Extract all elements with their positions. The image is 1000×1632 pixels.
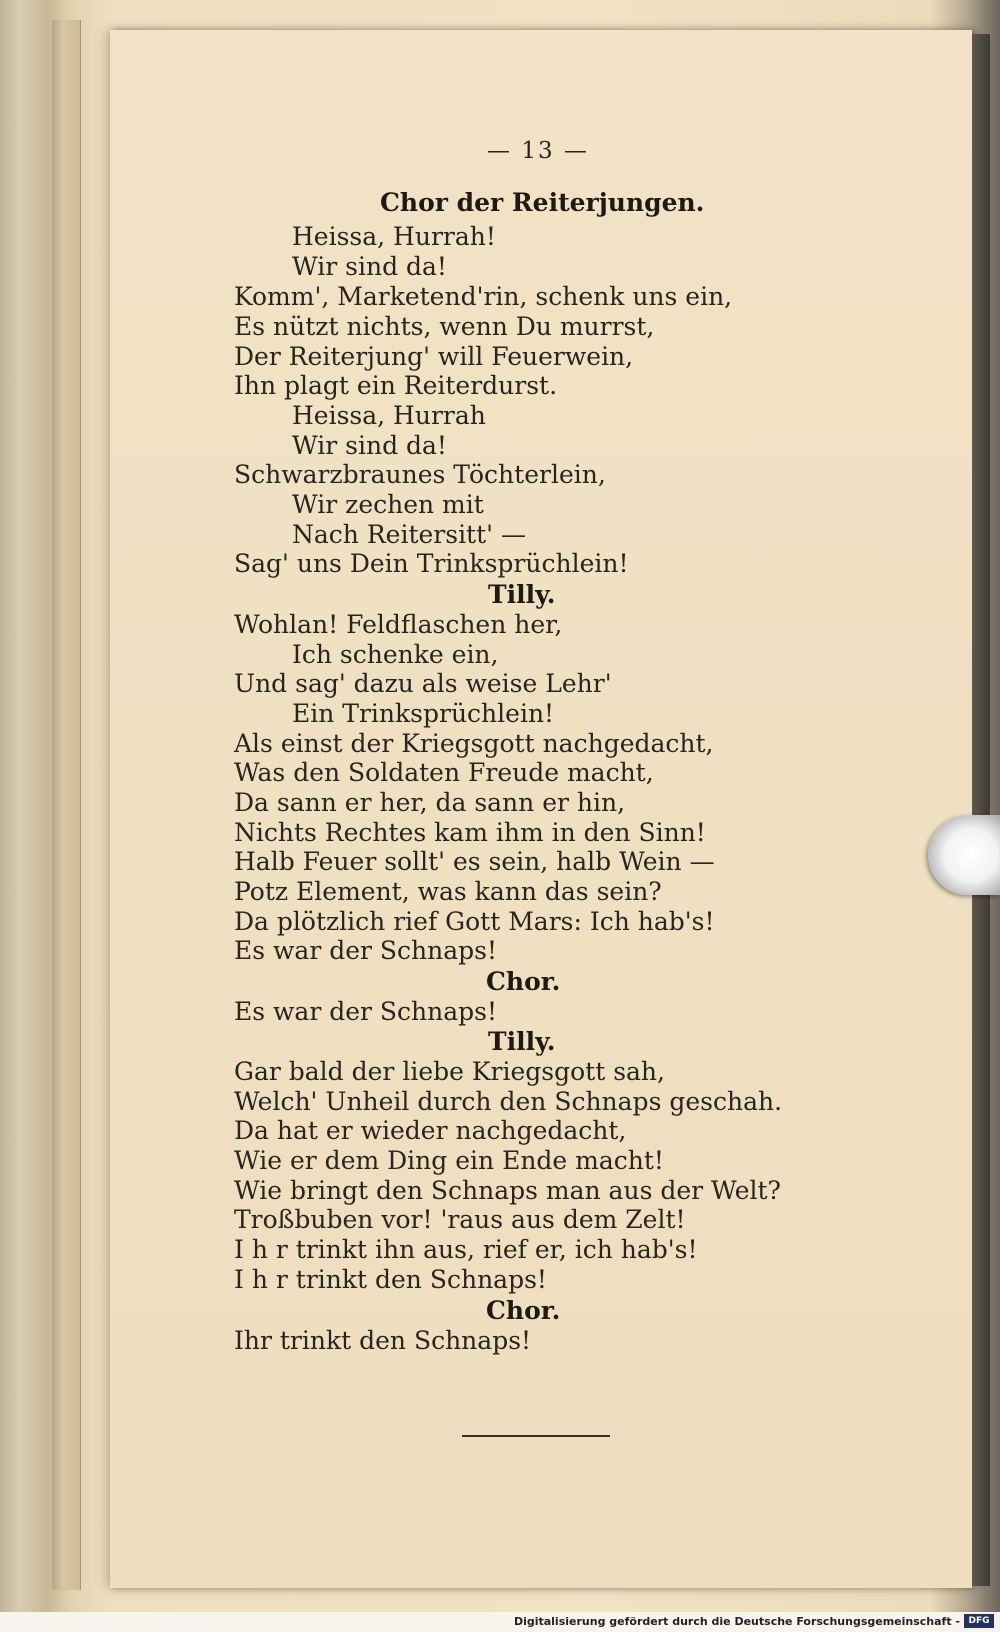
page-number: — 13 — bbox=[487, 138, 589, 164]
verse-line: I h r trinkt den Schnaps! bbox=[234, 1265, 547, 1294]
verse-line: Da hat er wieder nachgedacht, bbox=[234, 1116, 627, 1145]
verse-line: Gar bald der liebe Kriegsgott sah, bbox=[234, 1057, 665, 1086]
verse-line: Es nützt nichts, wenn Du murrst, bbox=[234, 312, 655, 341]
heading-chor: Chor. bbox=[486, 1296, 561, 1325]
verse-line: Sag' uns Dein Trinksprüchlein! bbox=[234, 549, 629, 578]
verse-line: Nach Reitersitt' — bbox=[292, 520, 526, 549]
verse-line: Ein Trinksprüchlein! bbox=[292, 699, 555, 728]
verse-line: Was den Soldaten Freude macht, bbox=[234, 758, 654, 787]
verse-line: I h r trinkt ihn aus, rief er, ich hab's! bbox=[234, 1235, 698, 1264]
verse-line: Ihn plagt ein Reiterdurst. bbox=[234, 371, 558, 400]
footer-credit: Digitalisierung gefördert durch die Deutsche Forschungsgemeinschaft - bbox=[513, 1615, 960, 1628]
right-cover-edge bbox=[972, 34, 990, 1586]
verse-line: Und sag' dazu als weise Lehr' bbox=[234, 669, 612, 698]
closing-rule bbox=[462, 1435, 610, 1437]
verse-line: Da plötzlich rief Gott Mars: Ich hab's! bbox=[234, 907, 715, 936]
heading-tilly: Tilly. bbox=[488, 580, 556, 609]
verse-line: Es war der Schnaps! bbox=[234, 936, 498, 965]
verse-line: Es war der Schnaps! bbox=[234, 997, 498, 1026]
verse-line: Da sann er her, da sann er hin, bbox=[234, 788, 626, 817]
verse-line: Halb Feuer sollt' es sein, halb Wein — bbox=[234, 847, 715, 876]
verse-line: Nichts Rechtes kam ihm in den Sinn! bbox=[234, 818, 706, 847]
verse-line: Als einst der Kriegsgott nachgedacht, bbox=[234, 729, 714, 758]
heading-tilly: Tilly. bbox=[488, 1027, 556, 1056]
dfg-logo: DFG bbox=[964, 1614, 994, 1628]
verse-line: Komm', Marketend'rin, schenk uns ein, bbox=[234, 282, 733, 311]
verse-line: Heissa, Hurrah bbox=[292, 401, 486, 430]
left-page-edge bbox=[52, 20, 81, 1590]
verse-line: Der Reiterjung' will Feuerwein, bbox=[234, 342, 634, 371]
heading-chor: Chor. bbox=[486, 967, 561, 996]
verse-line: Heissa, Hurrah! bbox=[292, 222, 496, 251]
verse-line: Schwarzbraunes Töchterlein, bbox=[234, 460, 606, 489]
verse-line: Wir sind da! bbox=[292, 431, 447, 460]
verse-line: Troßbuben vor! 'raus aus dem Zelt! bbox=[234, 1205, 686, 1234]
verse-line: Welch' Unheil durch den Schnaps geschah. bbox=[234, 1087, 783, 1116]
verse-line: Wir zechen mit bbox=[292, 490, 484, 519]
verse-line: Wie bringt den Schnaps man aus der Welt? bbox=[234, 1176, 781, 1205]
verse-line: Wohlan! Feldflaschen her, bbox=[234, 610, 563, 639]
heading-chor-der-reiterjungen: Chor der Reiterjungen. bbox=[380, 188, 705, 217]
paper-clip bbox=[928, 815, 1000, 895]
verse-line: Wie er dem Ding ein Ende macht! bbox=[234, 1146, 664, 1175]
verse-line: Ich schenke ein, bbox=[292, 640, 499, 669]
verse-line: Ihr trinkt den Schnaps! bbox=[234, 1326, 532, 1355]
verse-line: Wir sind da! bbox=[292, 252, 447, 281]
verse-line: Potz Element, was kann das sein? bbox=[234, 877, 662, 906]
